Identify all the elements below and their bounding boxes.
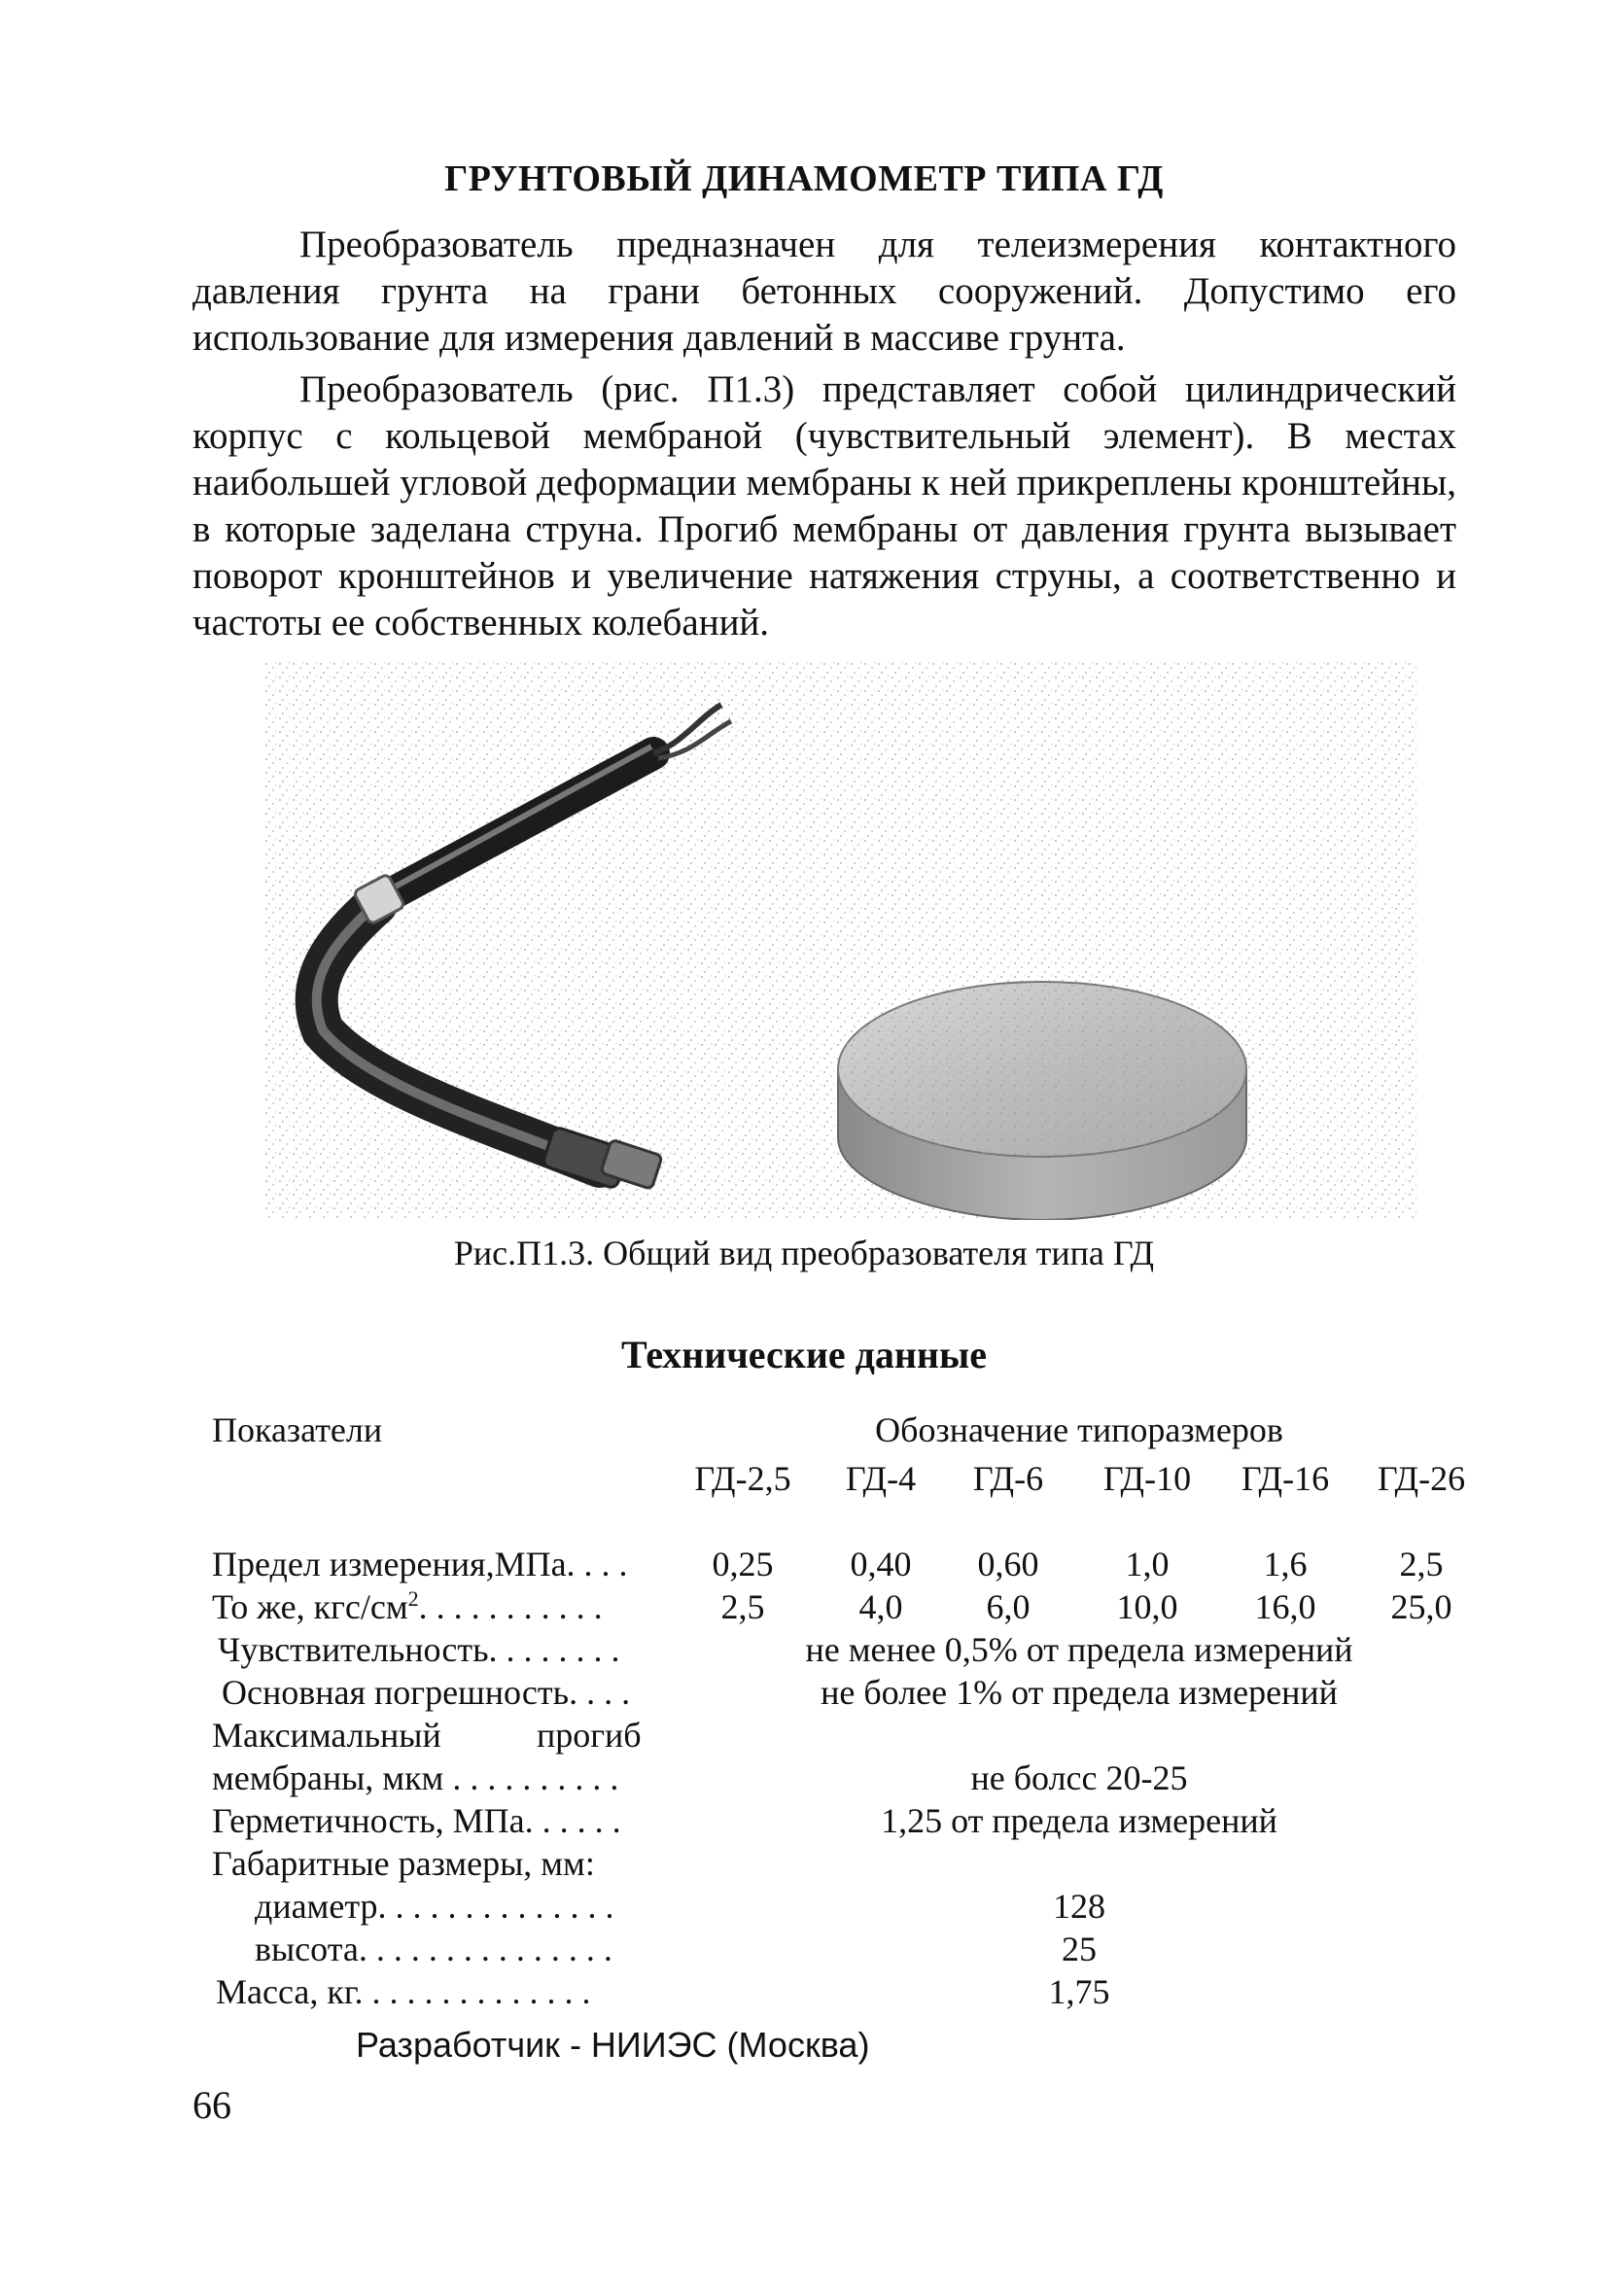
page-title: ГРУНТОВЫЙ ДИНАМОМЕТР ТИПА ГД [444,158,1164,199]
page-number: 66 [192,2083,231,2127]
column-header: ГД-4 [845,1459,917,1498]
superscript: 2 [407,1586,419,1611]
table-span-cell: 128 [1053,1887,1105,1926]
table-span-cell: 25 [1062,1930,1097,1968]
column-header: ГД-10 [1102,1459,1192,1498]
figure-caption: Рис.П1.3. Общий вид преобразователя типа ГД [453,1234,1155,1272]
table-cell: 4,0 [858,1587,903,1626]
table-span-cell: не более 1% от предела измерений [821,1673,1338,1712]
row-label: Герметичность, МПа. . . . . . [212,1801,621,1840]
row-label [212,1586,603,1627]
table-cell: 0,25 [712,1545,774,1583]
table-cell: 2,5 [1399,1545,1444,1583]
column-header: ГД-16 [1241,1459,1330,1498]
table-span-cell: не менее 0,5% от предела измерений [805,1630,1353,1669]
table-span-cell: не болсс 20-25 [970,1758,1188,1797]
table-cell: 2,5 [720,1587,765,1626]
row-label-dots: . . . . . . . . . . . [418,1587,603,1626]
table-span-cell: 1,75 [1048,1972,1110,2011]
paragraph-1-text: Преобразователь предназначен для телеизмерения контактного давления грунта на грани бетонных сооружений. Допустимо его использование для измерения давлений в массиве грунта. [192,224,1456,359]
table-cell: 0,60 [977,1545,1039,1583]
table-cell: 25,0 [1390,1587,1452,1626]
paragraph-2 [192,366,1456,646]
table-cell: 1,6 [1263,1545,1308,1583]
table-span-cell: 1,25 от предела измерений [881,1801,1277,1840]
column-header: ГД-6 [972,1459,1044,1498]
row-label: Чувствительность. . . . . . . . [218,1630,620,1669]
row-label: Масса, кг. . . . . . . . . . . . . . [216,1972,591,2011]
row-label: Предел измерения,МПа. . . . [212,1545,628,1583]
row-label: Габаритные размеры, мм: [212,1844,595,1883]
paragraph-2-text: Преобразователь (рис. П1.3) представляет собой цилиндрический корпус с кольцевой мембраной (чувствительный элемент). В местах наибольшей угловой деформации мембраны к ней прикреплены кронштейны, в которые заделана струна. Прогиб мембраны от давления грунта вызывает поворот кронштейнов и увеличение натяжения струны, а соответственно и частоты ее собственных колебаний. [192,368,1456,644]
table-cell: 1,0 [1125,1545,1170,1583]
row-label: прогиб [537,1716,642,1755]
table-group-header: Обозначение типоразмеров [875,1410,1283,1449]
table-header-label: Показатели [212,1410,383,1449]
column-header: ГД-26 [1377,1459,1466,1498]
table-cell: 0,40 [850,1545,912,1583]
table-cell: 16,0 [1254,1587,1316,1626]
table-cell: 6,0 [986,1587,1031,1626]
row-label: Максимальный [212,1716,441,1755]
row-label-text: То же, кгс/см [212,1587,408,1626]
tech-data-title: Технические данные [621,1333,987,1376]
column-header: ГД-2,5 [694,1459,791,1498]
sensor-photo [264,661,1416,1220]
table-cell: 10,0 [1116,1587,1178,1626]
developer-note: Разработчик - НИИЭС (Москва) [356,2025,870,2065]
paragraph-1 [192,222,1456,362]
row-label: диаметр. . . . . . . . . . . . . . [255,1887,614,1926]
row-label: Основная погрешность. . . . [222,1673,631,1712]
row-label: высота. . . . . . . . . . . . . . . [255,1930,612,1968]
row-label: мембраны, мкм . . . . . . . . . . [212,1758,619,1797]
